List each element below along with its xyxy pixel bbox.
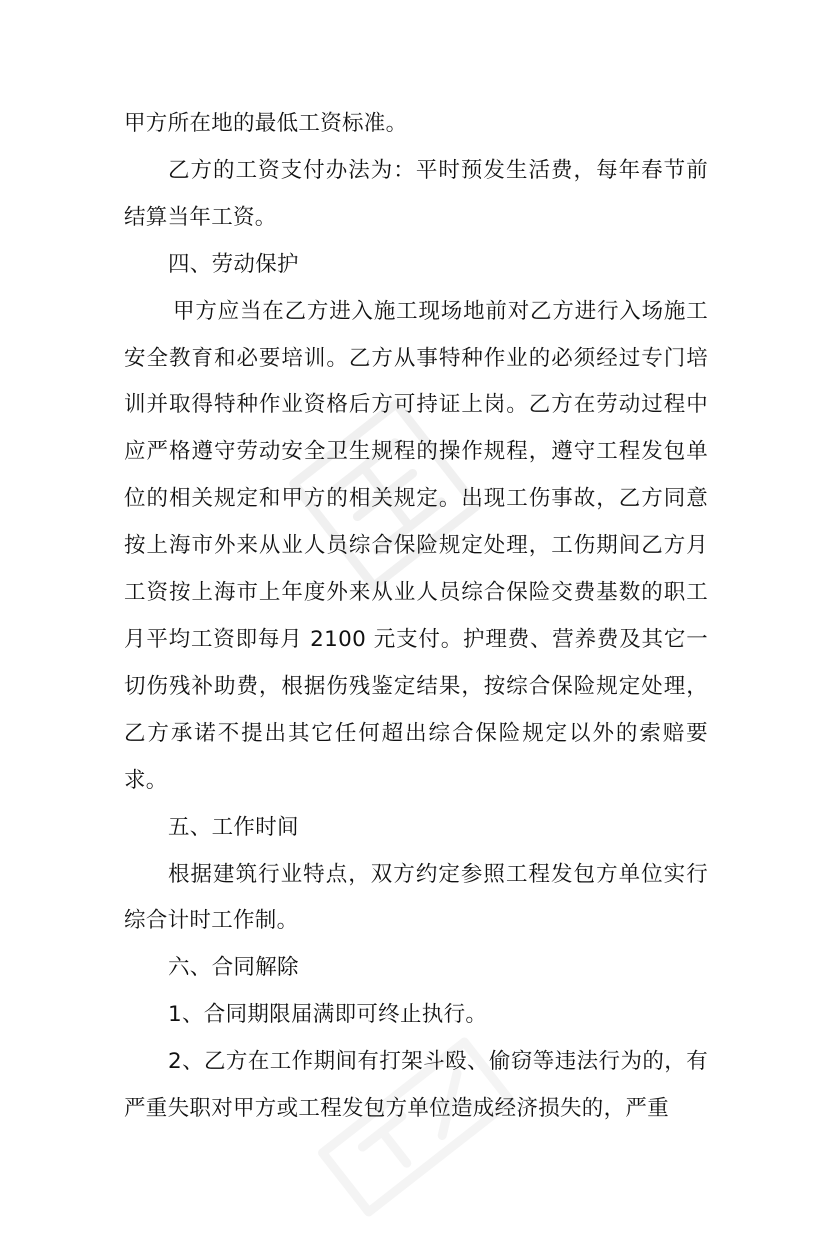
paragraph-working-hours: 根据建筑行业特点，双方约定参照工程发包方单位实行综合计时工作制。 bbox=[124, 861, 708, 934]
section-heading-labor-protection: 四、劳动保护 bbox=[168, 251, 299, 277]
paragraph-wage-payment: 乙方的工资支付办法为：平时预发生活费，每年春节前结算当年工资。 bbox=[124, 157, 708, 230]
section-heading-working-hours: 五、工作时间 bbox=[168, 814, 299, 840]
section-heading-contract-termination: 六、合同解除 bbox=[168, 955, 299, 981]
list-item-termination-1: 1、合同期限届满即可终止执行。 bbox=[168, 1002, 488, 1028]
document-body bbox=[124, 101, 708, 1133]
list-item-termination-2: 2、乙方在工作期间有打架斗殴、偷窃等违法行为的，有严重失职对甲方或工程发包方单位造成经济损失的，严重 bbox=[124, 1049, 708, 1122]
paragraph-min-wage: 甲方所在地的最低工资标准。 bbox=[124, 111, 408, 136]
paragraph-labor-protection: 甲方应当在乙方进入施工现场地前对乙方进行入场施工安全教育和必要培训。乙方从事特种作业的必须经过专门培训并取得特种作业资格后方可持证上岗。乙方在劳动过程中应严格遵守劳动安全卫生规程的操作规程，遵守工程发包单位的相关规定和甲方的相关规定。出现工伤事故，乙方同意按上海市外来从业人员综合保险规定处理，工伤期间乙方月工资按上海市上年度外来从业人员综合保险交费基数的职工月平均工资即每月 2100 元支付。护理费、营养费及其它一切伤残补助费，根据伤残鉴定结果，按综合保险规定处理，乙方承诺不提出其它任何超出综合保险规定以外的索赔要求。 bbox=[124, 298, 708, 793]
